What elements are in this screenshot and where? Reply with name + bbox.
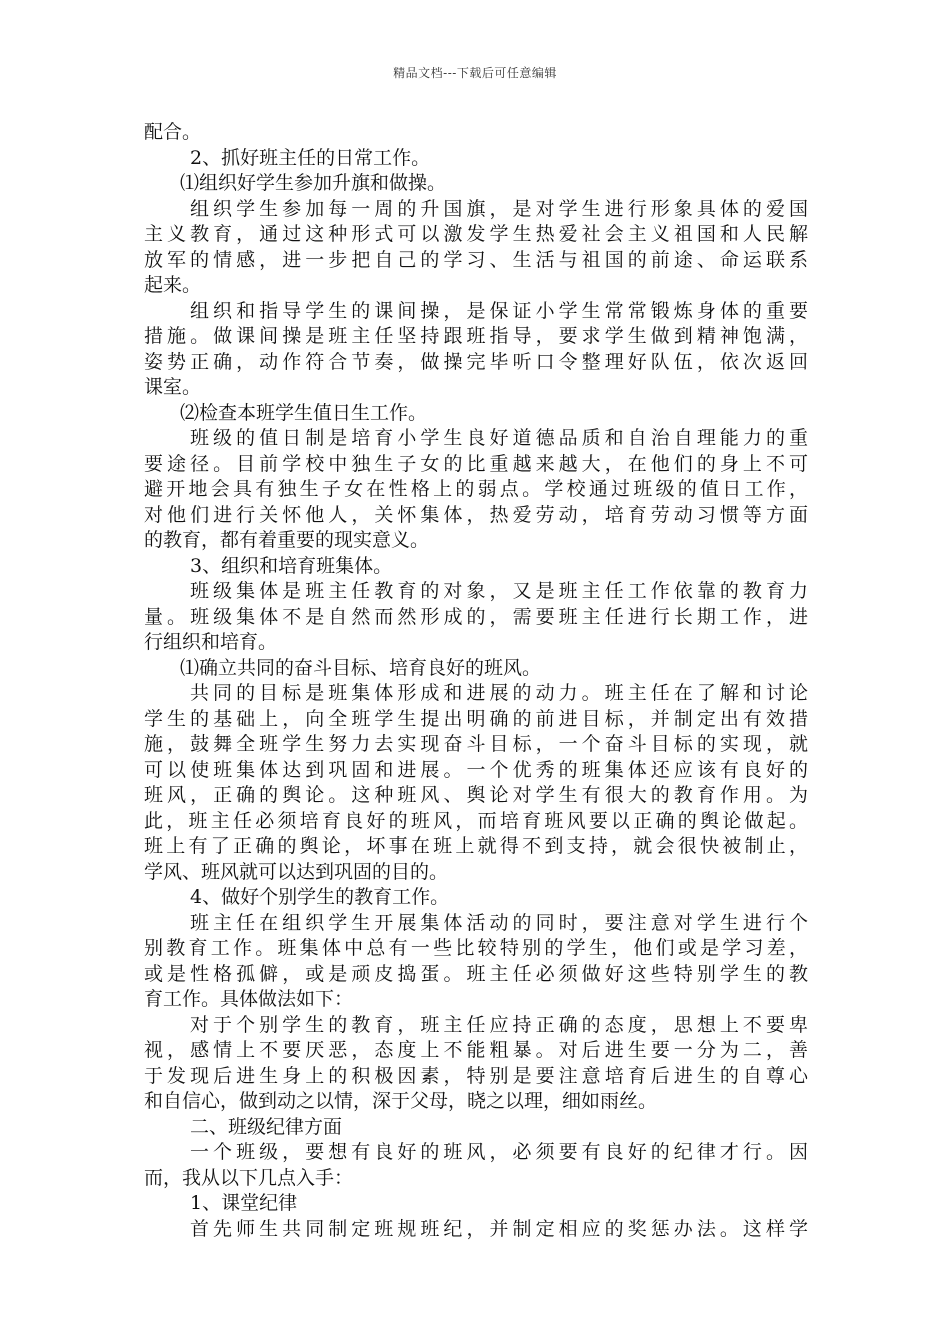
text-line: 措施。做课间操是班主任坚持跟班指导，要求学生做到精神饱满， bbox=[144, 325, 808, 347]
text-line: 要途径。目前学校中独生子女的比重越来越大，在他们的身上不可 bbox=[144, 452, 808, 475]
text-line: 避开地会具有独生子女在性格上的弱点。学校通过班级的值日工作， bbox=[144, 478, 808, 500]
text-line: 一个班级，要想有良好的班风，必须要有良好的纪律才行。因 bbox=[190, 1141, 808, 1163]
text-line: 班级集体是班主任教育的对象，又是班主任工作依靠的教育力 bbox=[190, 580, 808, 602]
section-heading: 4、做好个别学生的教育工作。 bbox=[190, 886, 450, 908]
text-line: 的教育，都有着重要的现实意义。 bbox=[144, 529, 430, 551]
subsection-heading: ⑴确立共同的奋斗目标、培育良好的班风。 bbox=[180, 656, 542, 679]
text-line: 此，班主任必须培育良好的班风，而培育班风要以正确的舆论做起。 bbox=[144, 809, 808, 832]
text-line: 班主任在组织学生开展集体活动的同时，要注意对学生进行个 bbox=[190, 911, 808, 934]
section-heading: 二、班级纪律方面 bbox=[190, 1115, 343, 1138]
text-line: 行组织和培育。 bbox=[144, 631, 278, 653]
text-line: 学风、班风就可以达到巩固的目的。 bbox=[144, 860, 449, 883]
text-line: 和自信心，做到动之以情，深于父母，晓之以理，细如雨丝。 bbox=[144, 1090, 658, 1112]
text-line: 或是性格孤僻，或是顽皮捣蛋。班主任必须做好这些特别学生的教 bbox=[144, 962, 808, 985]
text-line: 别教育工作。班集体中总有一些比较特别的学生，他们或是学习差， bbox=[144, 937, 808, 959]
document-body bbox=[144, 120, 808, 1242]
text-line: 可以使班集体达到巩固和进展。一个优秀的班集体还应该有良好的 bbox=[144, 758, 808, 781]
text-line: 育工作。具体做法如下： bbox=[144, 988, 354, 1010]
section-heading: 1、课堂纪律 bbox=[190, 1192, 298, 1214]
text-line: 起来。 bbox=[144, 274, 202, 296]
text-line: 组织和指导学生的课间操，是保证小学生常常锻炼身体的重要 bbox=[190, 299, 808, 322]
text-line: 对他们进行关怀他人，关怀集体，热爱劳动，培育劳动习惯等方面 bbox=[144, 503, 808, 526]
text-line: 于发现后进生身上的积极因素，特别是要注意培育后进生的自尊心 bbox=[144, 1064, 808, 1087]
text-line: 施，鼓舞全班学生努力去实现奋斗目标，一个奋斗目标的实现，就 bbox=[144, 733, 808, 755]
text-line: 对于个别学生的教育，班主任应持正确的态度，思想上不要卑 bbox=[190, 1013, 808, 1036]
text-line: 视，感情上不要厌恶，态度上不能粗暴。对后进生要一分为二，善 bbox=[144, 1039, 808, 1061]
subsection-heading: ⑴组织好学生参加升旗和做操。 bbox=[180, 172, 447, 194]
text-line: 班风，正确的舆论。这种班风、舆论对学生有很大的教育作用。为 bbox=[144, 784, 808, 806]
section-heading: 3、组织和培育班集体。 bbox=[190, 554, 393, 577]
text-line: 课室。 bbox=[144, 376, 202, 398]
text-line: 班上有了正确的舆论，坏事在班上就得不到支持，就会很快被制止， bbox=[144, 835, 808, 857]
text-line: 主义教育，通过这种形式可以激发学生热爱社会主义祖国和人民解 bbox=[144, 223, 808, 245]
section-heading: 2、抓好班主任的日常工作。 bbox=[190, 146, 431, 169]
text-line: 共同的目标是班集体形成和进展的动力。班主任在了解和讨论 bbox=[190, 682, 808, 704]
text-line: 学生的基础上，向全班学生提出明确的前进目标，并制定出有效措 bbox=[144, 707, 808, 730]
text-line: 而，我从以下几点入手： bbox=[144, 1166, 354, 1189]
text-line: 放军的情感，进一步把自己的学习、生活与祖国的前途、命运联系 bbox=[144, 248, 808, 271]
text-line: 量。班级集体不是自然而然形成的，需要班主任进行长期工作，进 bbox=[144, 605, 808, 628]
text-line: 组织学生参加每一周的升国旗，是对学生进行形象具体的爱国 bbox=[190, 197, 808, 220]
subsection-heading: ⑵检查本班学生值日生工作。 bbox=[180, 401, 428, 424]
page-header: 精品文档---下载后可任意编辑 bbox=[393, 66, 557, 80]
text-line: 姿势正确，动作符合节奏，做操完毕听口令整理好队伍，依次返回 bbox=[144, 350, 808, 373]
text-line: 首先师生共同制定班规班纪，并制定相应的奖惩办法。这样学 bbox=[190, 1217, 808, 1240]
text-line: 班级的值日制是培育小学生良好道德品质和自治自理能力的重 bbox=[190, 427, 808, 449]
text-line: 配合。 bbox=[144, 121, 202, 143]
